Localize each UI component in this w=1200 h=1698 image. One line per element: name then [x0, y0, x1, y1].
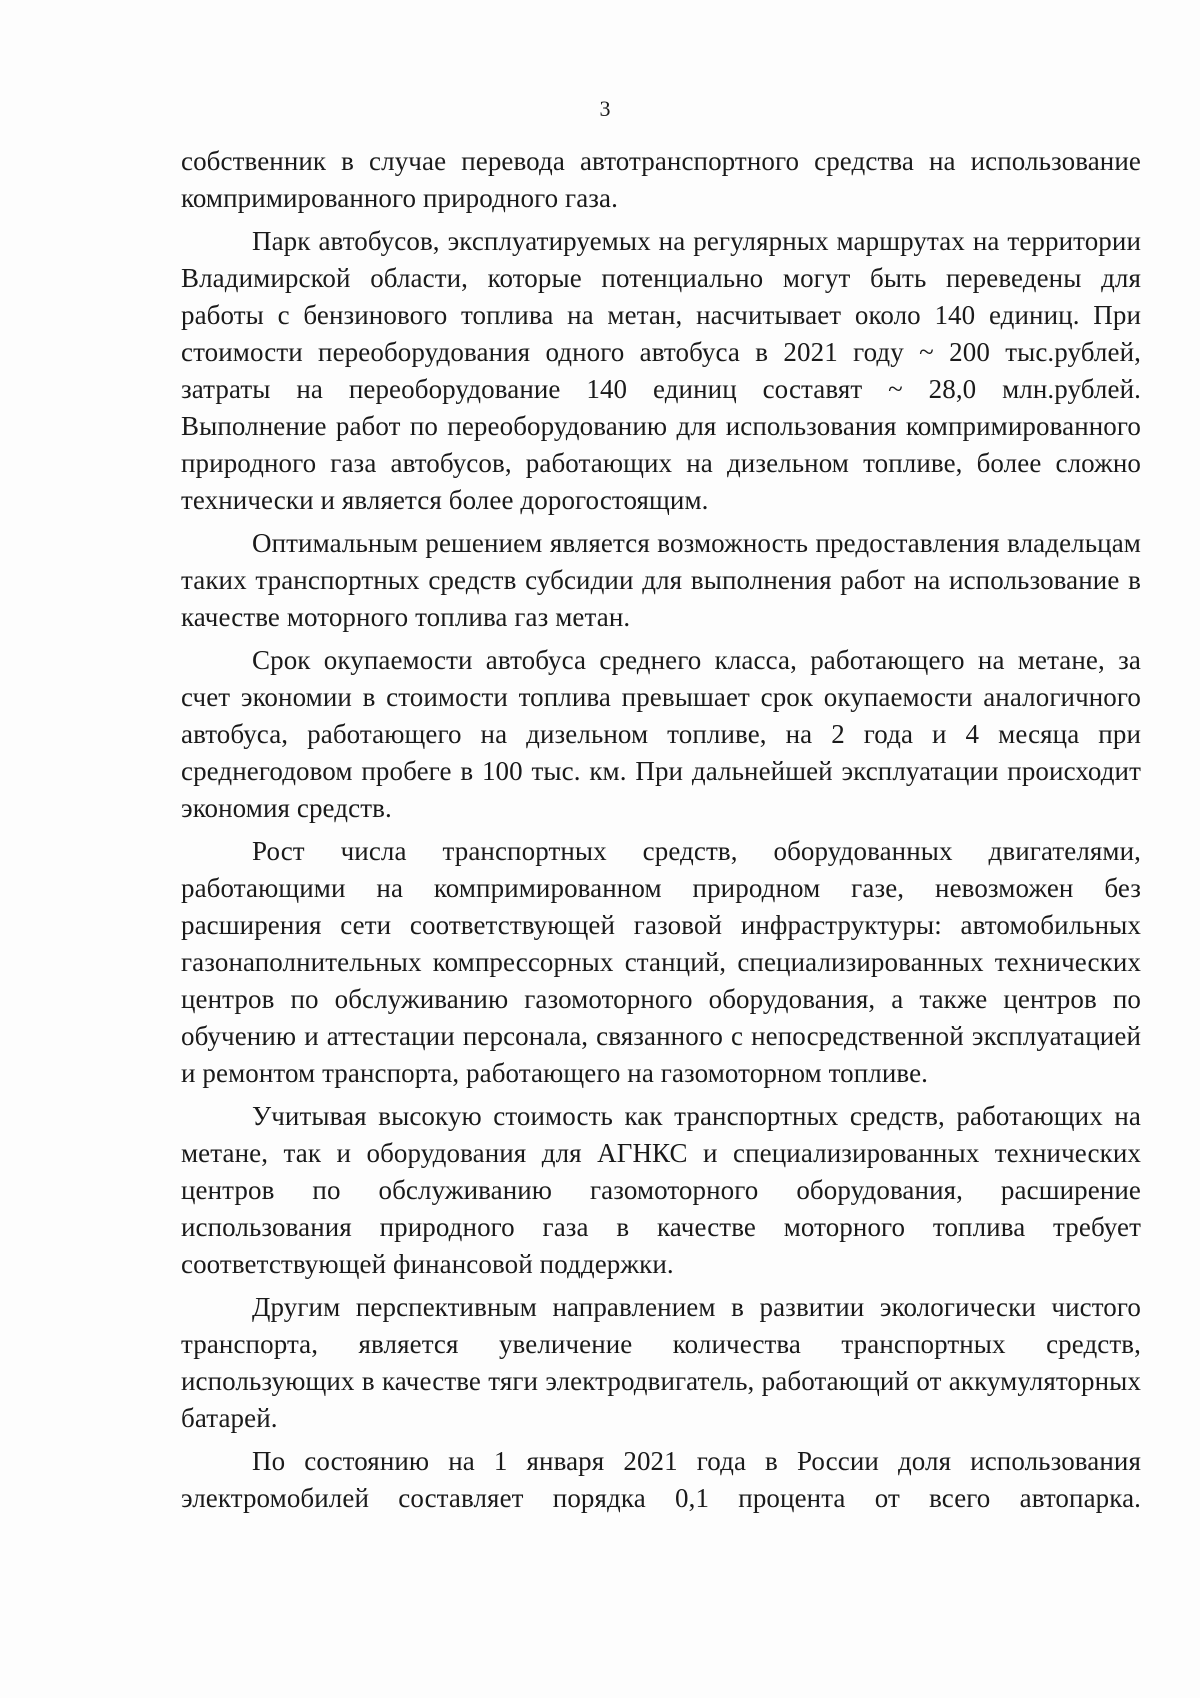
paragraph-continuation: собственник в случае перевода автотранспортного средства на использование компримированного природного газа.	[181, 146, 1141, 213]
paragraph-payback-period: Срок окупаемости автобуса среднего класса, работающего на метане, за счет экономии в стоимости топлива превышает срок окупаемости аналогичного автобуса, работающего на дизельном топливе, на 2 года и 4 месяца при среднегодовом пробеге в 100 тыс. км. При дальнейшей эксплуатации происходит экономия средств.	[181, 645, 1141, 823]
paragraph-electric-transport: Другим перспективным направлением в развитии экологически чистого транспорта, является увеличение количества транспортных средств, использующих в качестве тяги электродвигатель, работающий от аккумуляторных батарей.	[181, 1292, 1141, 1433]
paragraph-bus-fleet: Парк автобусов, эксплуатируемых на регулярных маршрутах на территории Владимирской области, которые потенциально могут быть переведены для работы с бензинового топлива на метан, насчитывает около 140 единиц. При стоимости переоборудования одного автобуса в 2021 году ~ 200 тыс.рублей, затраты на переоборудование 140 единиц составят ~ 28,0 млн.рублей. Выполнение работ по переоборудованию для использования компримированного природного газа автобусов, работающих на дизельном топливе, более сложно технически и является более дорогостоящим.	[181, 226, 1141, 515]
paragraph-optimal-solution: Оптимальным решением является возможность предоставления владельцам таких транспортных средств субсидии для выполнения работ на использование в качестве моторного топлива газ метан.	[181, 528, 1141, 632]
paragraph-electric-share: По состоянию на 1 января 2021 года в России доля использования электромобилей составляет порядка 0,1 процента от всего автопарка.	[181, 1446, 1141, 1513]
paragraph-financial-support: Учитывая высокую стоимость как транспортных средств, работающих на метане, так и оборудования для АГНКС и специализированных технических центров по обслуживанию газомоторного оборудования, расширение использования природного газа в качестве моторного топлива требует соответствующей финансовой поддержки.	[181, 1101, 1141, 1279]
paragraph-infrastructure: Рост числа транспортных средств, оборудованных двигателями, работающими на компримированном природном газе, невозможен без расширения сети соответствующей газовой инфраструктуры: автомобильных газонаполнительных компрессорных станций, специализированных технических центров по обслуживанию газомоторного оборудования, а также центров по обучению и аттестации персонала, связанного с непосредственной эксплуатацией и ремонтом транспорта, работающего на газомоторном топливе.	[181, 836, 1141, 1088]
page-number: 3	[599, 96, 611, 121]
document-body	[181, 143, 1141, 1523]
